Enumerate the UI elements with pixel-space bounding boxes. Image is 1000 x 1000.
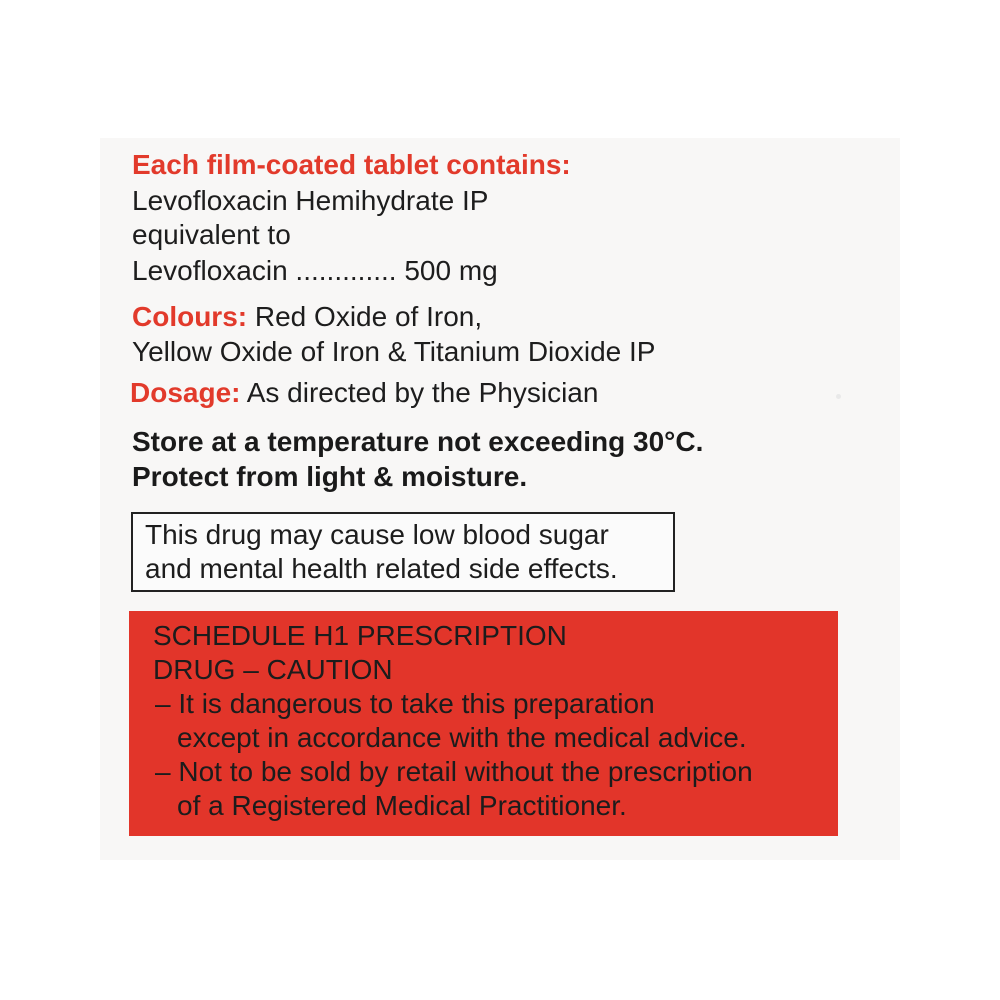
schedule-item-2-line-2: of a Registered Medical Practitioner. [177,790,627,821]
colours-label: Colours: [132,301,248,332]
colours-line-1 [132,300,482,334]
print-speck [836,394,841,399]
warning-line-2: and mental health related side effects. [145,553,618,584]
dosage-label: Dosage: [130,377,241,408]
colours-text-1: Red Oxide of Iron, [247,301,483,332]
schedule-title-2: DRUG – CAUTION [153,654,393,685]
schedule-item-1-line-2: except in accordance with the medical advice. [177,722,747,753]
composition-heading: Each film-coated tablet contains: [132,149,571,180]
schedule-item-1-line-1: – It is dangerous to take this preparation [155,688,655,719]
composition-line-2: equivalent to [132,219,291,250]
composition-line-1: Levofloxacin Hemihydrate IP [132,185,489,216]
composition-line-3: Levofloxacin ............. 500 mg [132,255,498,286]
storage-line-2: Protect from light & moisture. [132,461,528,492]
storage-line-1: Store at a temperature not exceeding 30°C. [132,426,704,457]
warning-line-1: This drug may cause low blood sugar [145,519,609,550]
dosage-text: As directed by the Physician [240,377,599,408]
colours-line-2: Yellow Oxide of Iron & Titanium Dioxide IP [132,336,656,367]
dosage-line [130,376,598,410]
side-effects-warning-box [131,512,675,592]
schedule-h1-caution-box [129,611,838,836]
schedule-item-2-line-1: – Not to be sold by retail without the prescription [155,756,753,787]
schedule-title-1: SCHEDULE H1 PRESCRIPTION [153,620,567,651]
